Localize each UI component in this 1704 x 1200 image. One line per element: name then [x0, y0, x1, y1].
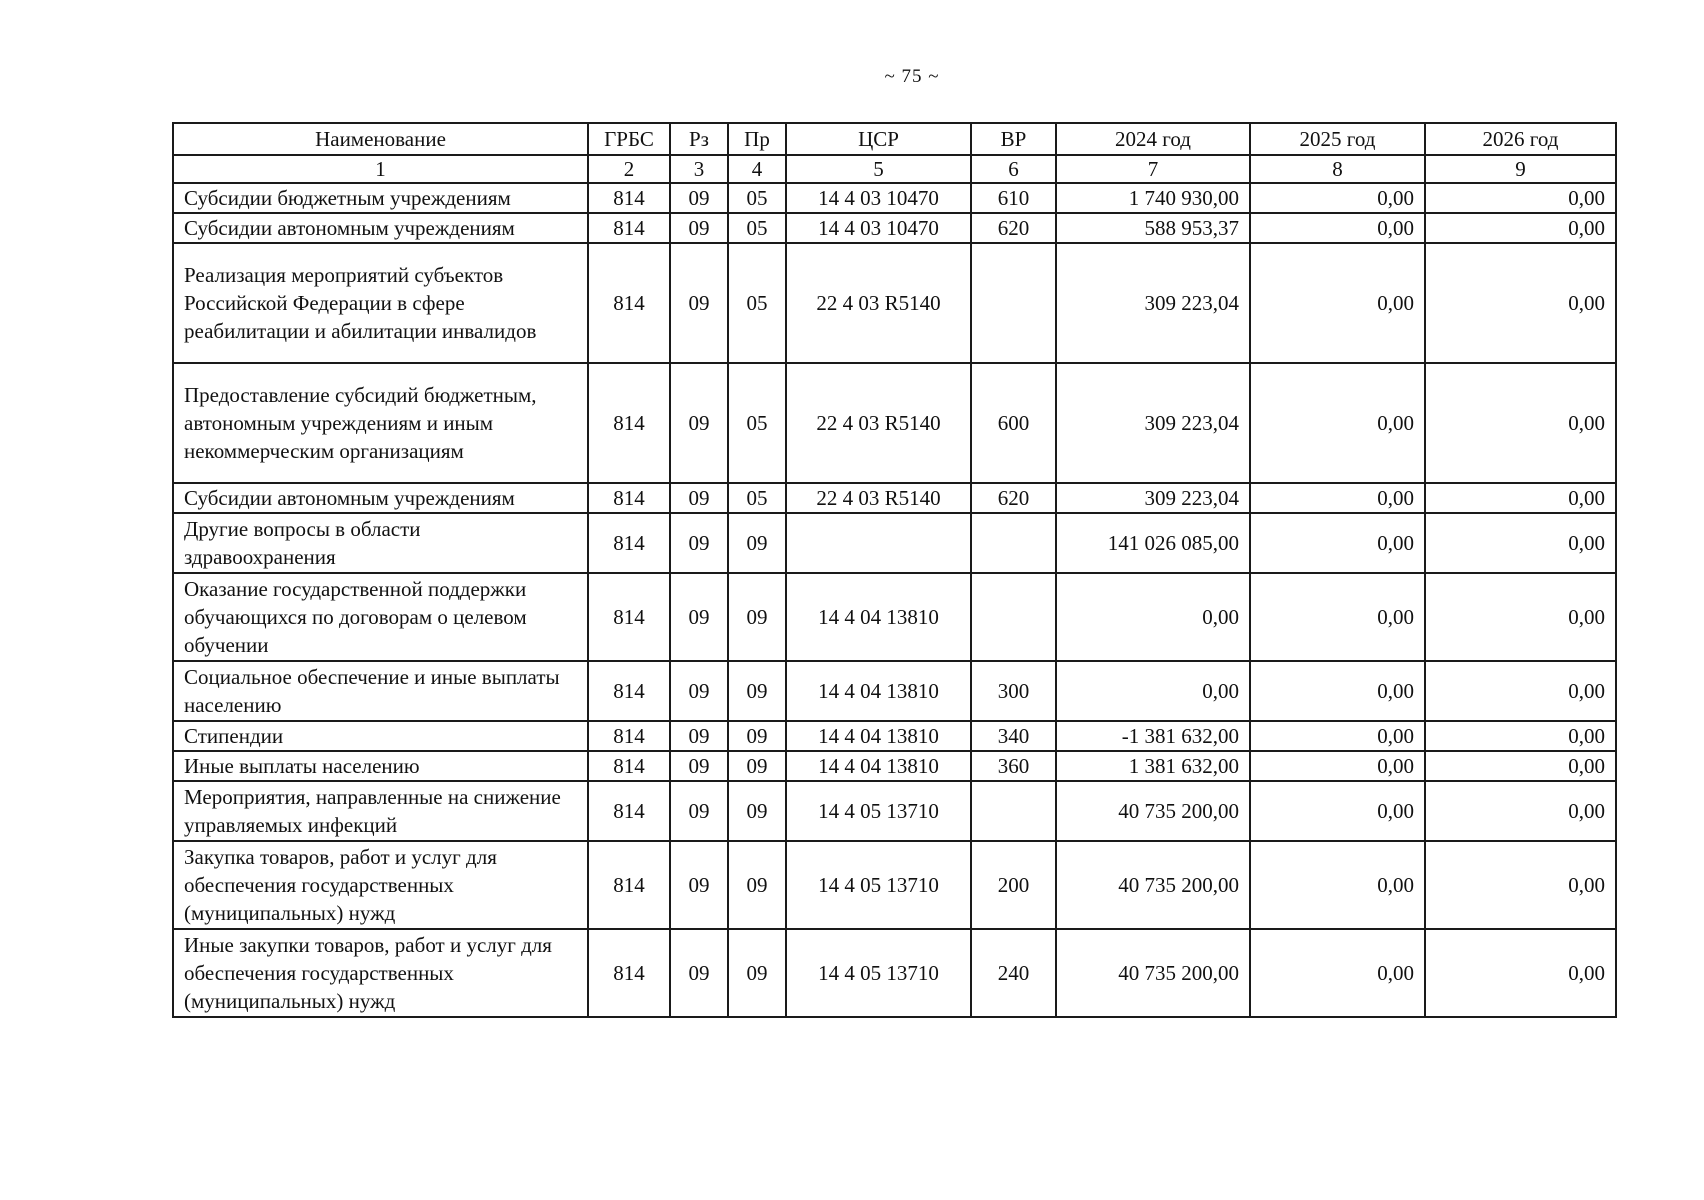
row-csr: 14 4 04 13810 — [786, 721, 971, 751]
row-grbs: 814 — [588, 363, 670, 483]
row-vr: 620 — [971, 483, 1056, 513]
row-rz: 09 — [670, 929, 728, 1017]
row-2025: 0,00 — [1250, 243, 1425, 363]
row-grbs: 814 — [588, 661, 670, 721]
row-csr: 14 4 04 13810 — [786, 573, 971, 661]
row-pr: 05 — [728, 243, 786, 363]
row-rz: 09 — [670, 243, 728, 363]
row-pr: 09 — [728, 841, 786, 929]
header-rz: Рз — [670, 123, 728, 155]
row-2025: 0,00 — [1250, 841, 1425, 929]
column-number: 8 — [1250, 155, 1425, 183]
row-2024: 309 223,04 — [1056, 243, 1250, 363]
row-vr: 610 — [971, 183, 1056, 213]
header-name: Наименование — [173, 123, 588, 155]
row-grbs: 814 — [588, 781, 670, 841]
row-2026: 0,00 — [1425, 781, 1616, 841]
row-pr: 05 — [728, 363, 786, 483]
row-2025: 0,00 — [1250, 929, 1425, 1017]
column-number: 7 — [1056, 155, 1250, 183]
row-rz: 09 — [670, 721, 728, 751]
table-row — [173, 661, 1616, 721]
header-grbs: ГРБС — [588, 123, 670, 155]
row-2025: 0,00 — [1250, 363, 1425, 483]
row-2025: 0,00 — [1250, 513, 1425, 573]
row-vr: 240 — [971, 929, 1056, 1017]
row-vr: 300 — [971, 661, 1056, 721]
column-number: 4 — [728, 155, 786, 183]
table-row — [173, 573, 1616, 661]
row-vr — [971, 513, 1056, 573]
row-2025: 0,00 — [1250, 183, 1425, 213]
row-rz: 09 — [670, 513, 728, 573]
column-number-row — [173, 155, 1616, 183]
row-rz: 09 — [670, 781, 728, 841]
row-name: Реализация мероприятий субъектов Российской Федерации в сфере реабилитации и абилитации инвалидов — [173, 243, 588, 363]
table-row — [173, 841, 1616, 929]
row-vr — [971, 243, 1056, 363]
row-2025: 0,00 — [1250, 661, 1425, 721]
row-vr: 620 — [971, 213, 1056, 243]
row-name: Иные выплаты населению — [173, 751, 588, 781]
header-vr: ВР — [971, 123, 1056, 155]
table-row — [173, 721, 1616, 751]
row-2024: 40 735 200,00 — [1056, 841, 1250, 929]
row-rz: 09 — [670, 841, 728, 929]
row-csr: 14 4 05 13710 — [786, 781, 971, 841]
column-number: 3 — [670, 155, 728, 183]
row-name: Закупка товаров, работ и услуг для обеспечения государственных (муниципальных) нужд — [173, 841, 588, 929]
row-2024: 40 735 200,00 — [1056, 929, 1250, 1017]
header-2025: 2025 год — [1250, 123, 1425, 155]
row-csr: 14 4 05 13710 — [786, 841, 971, 929]
header-pr: Пр — [728, 123, 786, 155]
row-2024: 588 953,37 — [1056, 213, 1250, 243]
row-2024: 309 223,04 — [1056, 363, 1250, 483]
row-rz: 09 — [670, 661, 728, 721]
row-2025: 0,00 — [1250, 573, 1425, 661]
column-number: 9 — [1425, 155, 1616, 183]
row-name: Мероприятия, направленные на снижение управляемых инфекций — [173, 781, 588, 841]
row-grbs: 814 — [588, 721, 670, 751]
row-csr: 14 4 03 10470 — [786, 213, 971, 243]
row-pr: 09 — [728, 661, 786, 721]
row-2026: 0,00 — [1425, 243, 1616, 363]
row-2026: 0,00 — [1425, 573, 1616, 661]
table-row — [173, 213, 1616, 243]
table-row — [173, 929, 1616, 1017]
row-grbs: 814 — [588, 213, 670, 243]
row-2026: 0,00 — [1425, 513, 1616, 573]
row-vr: 600 — [971, 363, 1056, 483]
table-row — [173, 751, 1616, 781]
row-vr — [971, 781, 1056, 841]
row-2025: 0,00 — [1250, 721, 1425, 751]
row-name: Субсидии автономным учреждениям — [173, 483, 588, 513]
table-row — [173, 483, 1616, 513]
budget-table — [172, 122, 1617, 1018]
row-2025: 0,00 — [1250, 213, 1425, 243]
row-grbs: 814 — [588, 929, 670, 1017]
row-pr: 09 — [728, 513, 786, 573]
row-2026: 0,00 — [1425, 929, 1616, 1017]
header-2026: 2026 год — [1425, 123, 1616, 155]
table-row — [173, 183, 1616, 213]
row-pr: 09 — [728, 929, 786, 1017]
row-2026: 0,00 — [1425, 751, 1616, 781]
column-number: 2 — [588, 155, 670, 183]
row-2024: -1 381 632,00 — [1056, 721, 1250, 751]
row-2025: 0,00 — [1250, 781, 1425, 841]
row-pr: 09 — [728, 721, 786, 751]
row-csr — [786, 513, 971, 573]
row-2024: 1 381 632,00 — [1056, 751, 1250, 781]
row-2026: 0,00 — [1425, 661, 1616, 721]
row-grbs: 814 — [588, 751, 670, 781]
row-rz: 09 — [670, 483, 728, 513]
row-name: Предоставление субсидий бюджетным, автономным учреждениям и иным некоммерческим организациям — [173, 363, 588, 483]
row-rz: 09 — [670, 183, 728, 213]
row-grbs: 814 — [588, 183, 670, 213]
row-vr: 360 — [971, 751, 1056, 781]
table-row — [173, 243, 1616, 363]
row-2024: 141 026 085,00 — [1056, 513, 1250, 573]
row-2024: 309 223,04 — [1056, 483, 1250, 513]
row-2024: 0,00 — [1056, 661, 1250, 721]
row-rz: 09 — [670, 751, 728, 781]
row-2024: 0,00 — [1056, 573, 1250, 661]
row-name: Стипендии — [173, 721, 588, 751]
row-vr — [971, 573, 1056, 661]
row-csr: 22 4 03 R5140 — [786, 243, 971, 363]
header-csr: ЦСР — [786, 123, 971, 155]
row-name: Социальное обеспечение и иные выплаты населению — [173, 661, 588, 721]
column-number: 5 — [786, 155, 971, 183]
row-2025: 0,00 — [1250, 483, 1425, 513]
row-2026: 0,00 — [1425, 363, 1616, 483]
table-row — [173, 781, 1616, 841]
row-2025: 0,00 — [1250, 751, 1425, 781]
row-name: Оказание государственной поддержки обучающихся по договорам о целевом обучении — [173, 573, 588, 661]
row-pr: 09 — [728, 573, 786, 661]
row-2026: 0,00 — [1425, 213, 1616, 243]
row-csr: 14 4 04 13810 — [786, 751, 971, 781]
header-2024: 2024 год — [1056, 123, 1250, 155]
column-number: 1 — [173, 155, 588, 183]
row-csr: 22 4 03 R5140 — [786, 363, 971, 483]
row-csr: 22 4 03 R5140 — [786, 483, 971, 513]
row-2026: 0,00 — [1425, 183, 1616, 213]
row-pr: 05 — [728, 483, 786, 513]
row-2026: 0,00 — [1425, 483, 1616, 513]
row-rz: 09 — [670, 573, 728, 661]
row-2024: 40 735 200,00 — [1056, 781, 1250, 841]
row-name: Иные закупки товаров, работ и услуг для обеспечения государственных (муниципальных) нужд — [173, 929, 588, 1017]
row-pr: 05 — [728, 213, 786, 243]
row-rz: 09 — [670, 363, 728, 483]
row-2026: 0,00 — [1425, 841, 1616, 929]
header-row — [173, 123, 1616, 155]
row-name: Субсидии бюджетным учреждениям — [173, 183, 588, 213]
page-number: ~ 75 ~ — [884, 66, 940, 87]
row-grbs: 814 — [588, 243, 670, 363]
row-csr: 14 4 05 13710 — [786, 929, 971, 1017]
row-2024: 1 740 930,00 — [1056, 183, 1250, 213]
row-grbs: 814 — [588, 513, 670, 573]
row-name: Другие вопросы в области здравоохранения — [173, 513, 588, 573]
row-2026: 0,00 — [1425, 721, 1616, 751]
row-grbs: 814 — [588, 841, 670, 929]
row-csr: 14 4 04 13810 — [786, 661, 971, 721]
row-pr: 05 — [728, 183, 786, 213]
column-number: 6 — [971, 155, 1056, 183]
row-name: Субсидии автономным учреждениям — [173, 213, 588, 243]
row-grbs: 814 — [588, 573, 670, 661]
row-pr: 09 — [728, 781, 786, 841]
row-vr: 340 — [971, 721, 1056, 751]
row-csr: 14 4 03 10470 — [786, 183, 971, 213]
row-rz: 09 — [670, 213, 728, 243]
table-row — [173, 363, 1616, 483]
table-row — [173, 513, 1616, 573]
row-grbs: 814 — [588, 483, 670, 513]
row-vr: 200 — [971, 841, 1056, 929]
row-pr: 09 — [728, 751, 786, 781]
